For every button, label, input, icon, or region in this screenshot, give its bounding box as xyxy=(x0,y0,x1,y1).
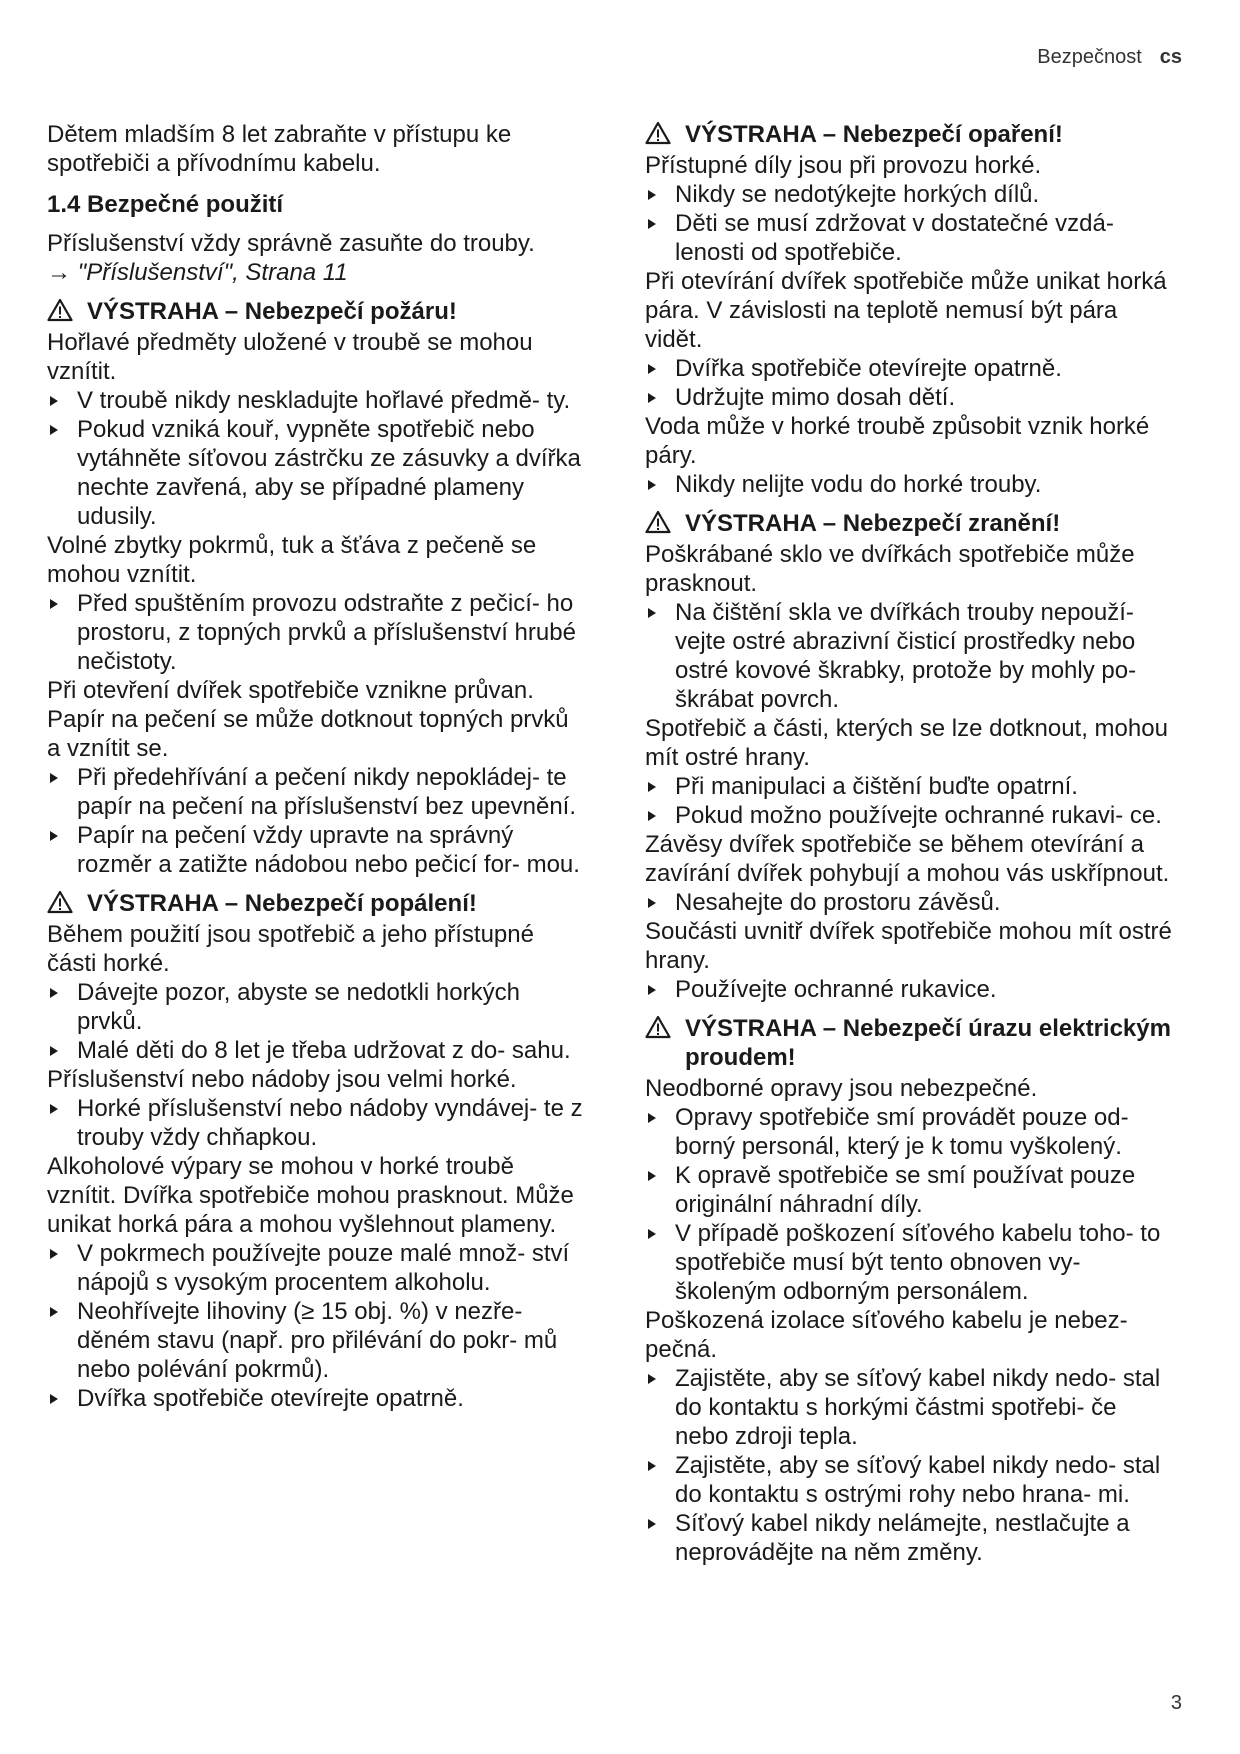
cross-reference-link[interactable]: → "Příslušenství", Strana 11 xyxy=(47,259,348,286)
injury-paragraph-3: Závěsy dvířek spotřebiče se během otevírání a zavírání dvířek pohybují a mohou vás uskřípnout. xyxy=(645,831,1170,887)
warning-triangle-icon xyxy=(47,298,73,322)
fire-bullet-4: Při předehřívání a pečení nikdy nepokládej- te papír na pečení na příslušenství bez upevnění. xyxy=(47,763,587,821)
electric-bullet-3: V případě poškození síťového kabelu toho- to spotřebiče musí být tento obnoven vy- školeným odborným personálem. xyxy=(645,1219,1175,1306)
scald-paragraph-2: Při otevírání dvířek spotřebiče může unikat horká pára. V závislosti na teplotě nemusí být pára vidět. xyxy=(645,268,1167,353)
electric-bullet-5: Zajistěte, aby se síťový kabel nikdy nedo- stal do kontaktu s ostrými rohy nebo hrana- mi. xyxy=(645,1451,1175,1509)
scald-bullet-1: Nikdy se nedotýkejte horkých dílů. xyxy=(645,180,1175,209)
scald-bullet-2: Děti se musí zdržovat v dostatečné vzdá- lenosti od spotřebiče. xyxy=(645,209,1175,267)
warning-triangle-icon xyxy=(645,1015,671,1039)
fire-paragraph-3: Při otevření dvířek spotřebiče vznikne průvan. Papír na pečení se může dotknout topných prvků a vznítit se. xyxy=(47,677,569,762)
injury-bullet-1: Na čištění skla ve dvířkách trouby nepouží- vejte ostré abrazivní čisticí prostředky nebo ostré kovové škrabky, protože by mohly po- škrábat povrch. xyxy=(645,598,1175,714)
injury-paragraph-1: Poškrábané sklo ve dvířkách spotřebiče může prasknout. xyxy=(645,541,1135,597)
warning-triangle-icon xyxy=(645,121,671,145)
burn-bullet-2: Malé děti do 8 let je třeba udržovat z do- sahu. xyxy=(47,1036,587,1065)
header-lang: cs xyxy=(1159,46,1182,68)
fire-bullet-1: V troubě nikdy neskladujte hořlavé předmě- ty. xyxy=(47,386,587,415)
warning-triangle-icon xyxy=(47,890,73,914)
fire-paragraph-1: Hořlavé předměty uložené v troubě se mohou vznítit. xyxy=(47,329,533,385)
section-title: 1.4 Bezpečné použití xyxy=(47,191,284,218)
burn-bullet-1: Dávejte pozor, abyste se nedotkli horkých prvků. xyxy=(47,978,587,1036)
electric-bullet-6: Síťový kabel nikdy nelámejte, nestlačujte a neprovádějte na něm změny. xyxy=(645,1509,1175,1567)
fire-bullet-2: Pokud vzniká kouř, vypněte spotřebič nebo vytáhněte síťovou zástrčku ze zásuvky a dvířka nechte zavřená, aby se případné plameny udusily. xyxy=(47,415,587,531)
warning-injury-text: VÝSTRAHA – Nebezpečí zranění! xyxy=(685,510,1061,537)
injury-bullet-3: Pokud možno používejte ochranné rukavi- ce. xyxy=(645,801,1175,830)
scald-bullet-3: Dvířka spotřebiče otevírejte opatrně. xyxy=(645,354,1175,383)
warning-burn-text: VÝSTRAHA – Nebezpečí popálení! xyxy=(87,890,477,917)
warning-injury-heading xyxy=(645,509,1175,538)
right-column xyxy=(645,120,1175,1567)
electric-bullet-2: K opravě spotřebiče se smí používat pouze originální náhradní díly. xyxy=(645,1161,1175,1219)
warning-fire-text: VÝSTRAHA – Nebezpečí požáru! xyxy=(87,298,457,325)
injury-bullet-5: Používejte ochranné rukavice. xyxy=(645,975,1175,1004)
accessories-paragraph: Příslušenství vždy správně zasuňte do trouby. xyxy=(47,230,535,257)
burn-paragraph-3: Alkoholové výpary se mohou v horké troubě vznítit. Dvířka spotřebiče mohou prasknout. Může unikat horká pára a mohou vyšlehnout plameny. xyxy=(47,1153,574,1238)
scald-paragraph-1: Přístupné díly jsou při provozu horké. xyxy=(645,152,1042,179)
burn-paragraph-1: Během použití jsou spotřebič a jeho přístupné části horké. xyxy=(47,921,534,977)
electric-bullet-1: Opravy spotřebiče smí provádět pouze od- borný personál, který je k tomu vyškolený. xyxy=(645,1103,1175,1161)
injury-paragraph-2: Spotřebič a části, kterých se lze dotknout, mohou mít ostré hrany. xyxy=(645,715,1168,771)
burn-bullet-3: Horké příslušenství nebo nádoby vyndávej- te z trouby vždy chňapkou. xyxy=(47,1094,587,1152)
electric-paragraph-2: Poškozená izolace síťového kabelu je nebez- pečná. xyxy=(645,1307,1128,1363)
electric-paragraph-1: Neodborné opravy jsou nebezpečné. xyxy=(645,1075,1038,1102)
burn-paragraph-2: Příslušenství nebo nádoby jsou velmi horké. xyxy=(47,1066,517,1093)
warning-electric-text: VÝSTRAHA – Nebezpečí úrazu elektrickým proudem! xyxy=(685,1015,1171,1071)
warning-triangle-icon xyxy=(645,510,671,534)
scald-paragraph-3: Voda může v horké troubě způsobit vznik horké páry. xyxy=(645,413,1150,469)
fire-bullet-3: Před spuštěním provozu odstraňte z pečicí- ho prostoru, z topných prvků a příslušenství hrubé nečistoty. xyxy=(47,589,587,676)
warning-electric-heading xyxy=(645,1014,1175,1072)
header-section: Bezpečnost xyxy=(1037,46,1142,68)
injury-paragraph-4: Součásti uvnitř dvířek spotřebiče mohou mít ostré hrany. xyxy=(645,918,1172,974)
fire-bullet-5: Papír na pečení vždy upravte na správný rozměr a zatižte nádobou nebo pečicí for- mou. xyxy=(47,821,587,879)
page-number: 3 xyxy=(1170,1692,1182,1714)
injury-bullet-4: Nesahejte do prostoru závěsů. xyxy=(645,888,1175,917)
electric-bullet-4: Zajistěte, aby se síťový kabel nikdy nedo- stal do kontaktu s horkými částmi spotřebi- če nebo zdroji tepla. xyxy=(645,1364,1175,1451)
burn-bullet-5: Neohřívejte lihoviny (≥ 15 obj. %) v nezře- děném stavu (např. pro přilévání do pokr- mů nebo polévání pokrmů). xyxy=(47,1297,587,1384)
warning-scald-text: VÝSTRAHA – Nebezpečí opaření! xyxy=(685,121,1063,148)
page-header xyxy=(1037,46,1182,69)
warning-burn-heading xyxy=(47,889,587,918)
scald-bullet-5: Nikdy nelijte vodu do horké trouby. xyxy=(645,470,1175,499)
burn-bullet-6: Dvířka spotřebiče otevírejte opatrně. xyxy=(47,1384,587,1413)
warning-fire-heading xyxy=(47,297,587,326)
intro-paragraph: Dětem mladším 8 let zabraňte v přístupu ke spotřebiči a přívodnímu kabelu. xyxy=(47,121,512,177)
fire-paragraph-2: Volné zbytky pokrmů, tuk a šťáva z pečeně se mohou vznítit. xyxy=(47,532,537,588)
burn-bullet-4: V pokrmech používejte pouze malé množ- ství nápojů s vysokým procentem alkoholu. xyxy=(47,1239,587,1297)
left-column xyxy=(47,120,587,1413)
scald-bullet-4: Udržujte mimo dosah dětí. xyxy=(645,383,1175,412)
warning-scald-heading xyxy=(645,120,1175,149)
injury-bullet-2: Při manipulaci a čištění buďte opatrní. xyxy=(645,772,1175,801)
